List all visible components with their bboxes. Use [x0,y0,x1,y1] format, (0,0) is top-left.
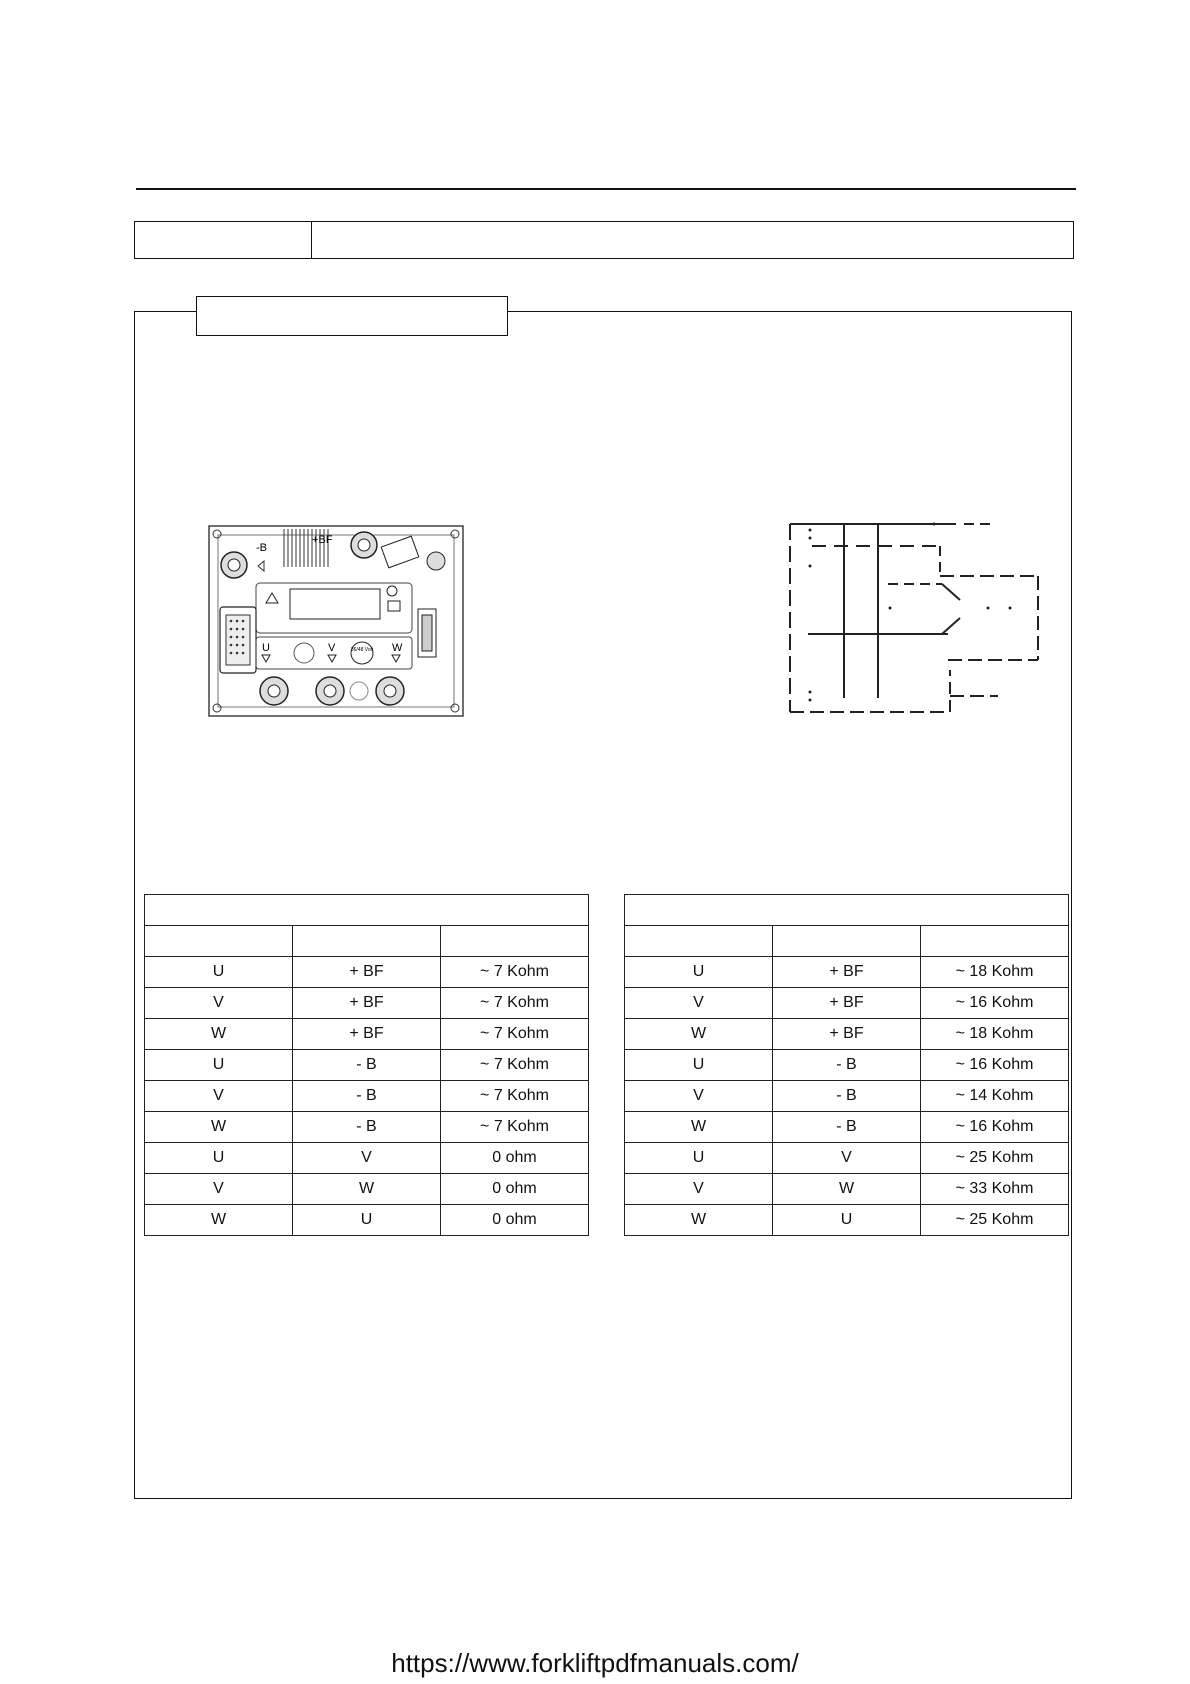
cell-to-terminal: - B [773,1081,921,1112]
cell-to-terminal: V [293,1143,441,1174]
table-header-cell [145,926,293,957]
cell-from-terminal: W [145,1019,293,1050]
table-header-cell [921,926,1069,957]
cell-to-terminal: - B [293,1050,441,1081]
cell-to-terminal: + BF [293,988,441,1019]
label-neg-b: -B [256,542,267,554]
table-header-cell [441,926,589,957]
cell-resistance-value: ~ 16 Kohm [921,1112,1069,1143]
cell-from-terminal: V [145,1174,293,1205]
cell-from-terminal: U [625,1143,773,1174]
cell-from-terminal: W [145,1205,293,1236]
cell-from-terminal: U [625,957,773,988]
label-v-top: V [328,642,336,654]
table-row [625,1112,1069,1143]
cell-resistance-value: ~ 7 Kohm [441,1050,589,1081]
cell-resistance-value: ~ 25 Kohm [921,1143,1069,1174]
table-title [145,895,589,926]
table-row [145,1174,589,1205]
table-row [625,1174,1069,1205]
label-u-top: U [262,642,270,654]
cell-from-terminal: U [625,1050,773,1081]
cell-from-terminal: W [625,1112,773,1143]
cell-to-terminal: + BF [293,957,441,988]
cell-from-terminal: V [625,1174,773,1205]
cell-to-terminal: W [773,1174,921,1205]
table-row [625,1019,1069,1050]
cell-to-terminal: + BF [773,1019,921,1050]
cell-to-terminal: + BF [773,957,921,988]
table-header-cell [293,926,441,957]
cell-resistance-value: ~ 16 Kohm [921,1050,1069,1081]
terminal-v [316,677,344,705]
table-row [625,1143,1069,1174]
table-row [625,988,1069,1019]
cell-to-terminal: + BF [293,1019,441,1050]
table-row [145,1019,589,1050]
table-row [625,1205,1069,1236]
table-row [145,957,589,988]
cell-resistance-value: 0 ohm [441,1205,589,1236]
cell-from-terminal: V [625,1081,773,1112]
section-title-box [196,296,508,336]
header-box [134,221,1074,259]
cell-to-terminal: V [773,1143,921,1174]
cell-resistance-value: ~ 7 Kohm [441,1081,589,1112]
cell-resistance-value: 0 ohm [441,1143,589,1174]
cell-to-terminal: - B [293,1112,441,1143]
cell-from-terminal: U [145,1143,293,1174]
voltage-badge: 36/48 Volt [350,647,374,653]
signal-connector [220,607,256,673]
label-w-top: W [392,642,403,654]
cell-from-terminal: W [625,1205,773,1236]
table-title [625,895,1069,926]
table-row [625,1081,1069,1112]
table-header-cell [773,926,921,957]
cell-resistance-value: ~ 18 Kohm [921,957,1069,988]
footer-url[interactable]: https://www.forkliftpdfmanuals.com/ [391,1648,799,1678]
table-row [145,1050,589,1081]
terminal-u [260,677,288,705]
top-rule [136,188,1076,190]
table-header-cell [625,926,773,957]
table-row [625,1050,1069,1081]
cell-resistance-value: ~ 14 Kohm [921,1081,1069,1112]
cell-from-terminal: V [625,988,773,1019]
cell-to-terminal: U [773,1205,921,1236]
table-row [145,1081,589,1112]
table-row [145,1112,589,1143]
cell-resistance-value: ~ 25 Kohm [921,1205,1069,1236]
cell-to-terminal: - B [773,1112,921,1143]
table-row [145,1143,589,1174]
terminal-w [376,677,404,705]
cell-resistance-value: ~ 18 Kohm [921,1019,1069,1050]
controller-drawing [208,525,464,717]
cell-to-terminal: - B [773,1050,921,1081]
cell-from-terminal: V [145,988,293,1019]
cell-from-terminal: V [145,1081,293,1112]
cell-to-terminal: W [293,1174,441,1205]
cell-resistance-value: ~ 7 Kohm [441,1112,589,1143]
cell-to-terminal: U [293,1205,441,1236]
header-divider [311,222,312,258]
cell-from-terminal: W [625,1019,773,1050]
circuit-schematic [788,520,1044,716]
label-pos-bf: +BF [312,534,333,546]
cell-resistance-value: ~ 33 Kohm [921,1174,1069,1205]
cell-from-terminal: U [145,957,293,988]
left-resistance-table [144,894,589,1236]
cell-resistance-value: 0 ohm [441,1174,589,1205]
cell-resistance-value: ~ 7 Kohm [441,957,589,988]
cell-to-terminal: - B [293,1081,441,1112]
right-resistance-table [624,894,1069,1236]
cell-from-terminal: U [145,1050,293,1081]
cell-resistance-value: ~ 16 Kohm [921,988,1069,1019]
cell-resistance-value: ~ 7 Kohm [441,1019,589,1050]
table-row [625,957,1069,988]
cell-to-terminal: + BF [773,988,921,1019]
table-row [145,988,589,1019]
cell-from-terminal: W [145,1112,293,1143]
table-row [145,1205,589,1236]
cell-resistance-value: ~ 7 Kohm [441,988,589,1019]
